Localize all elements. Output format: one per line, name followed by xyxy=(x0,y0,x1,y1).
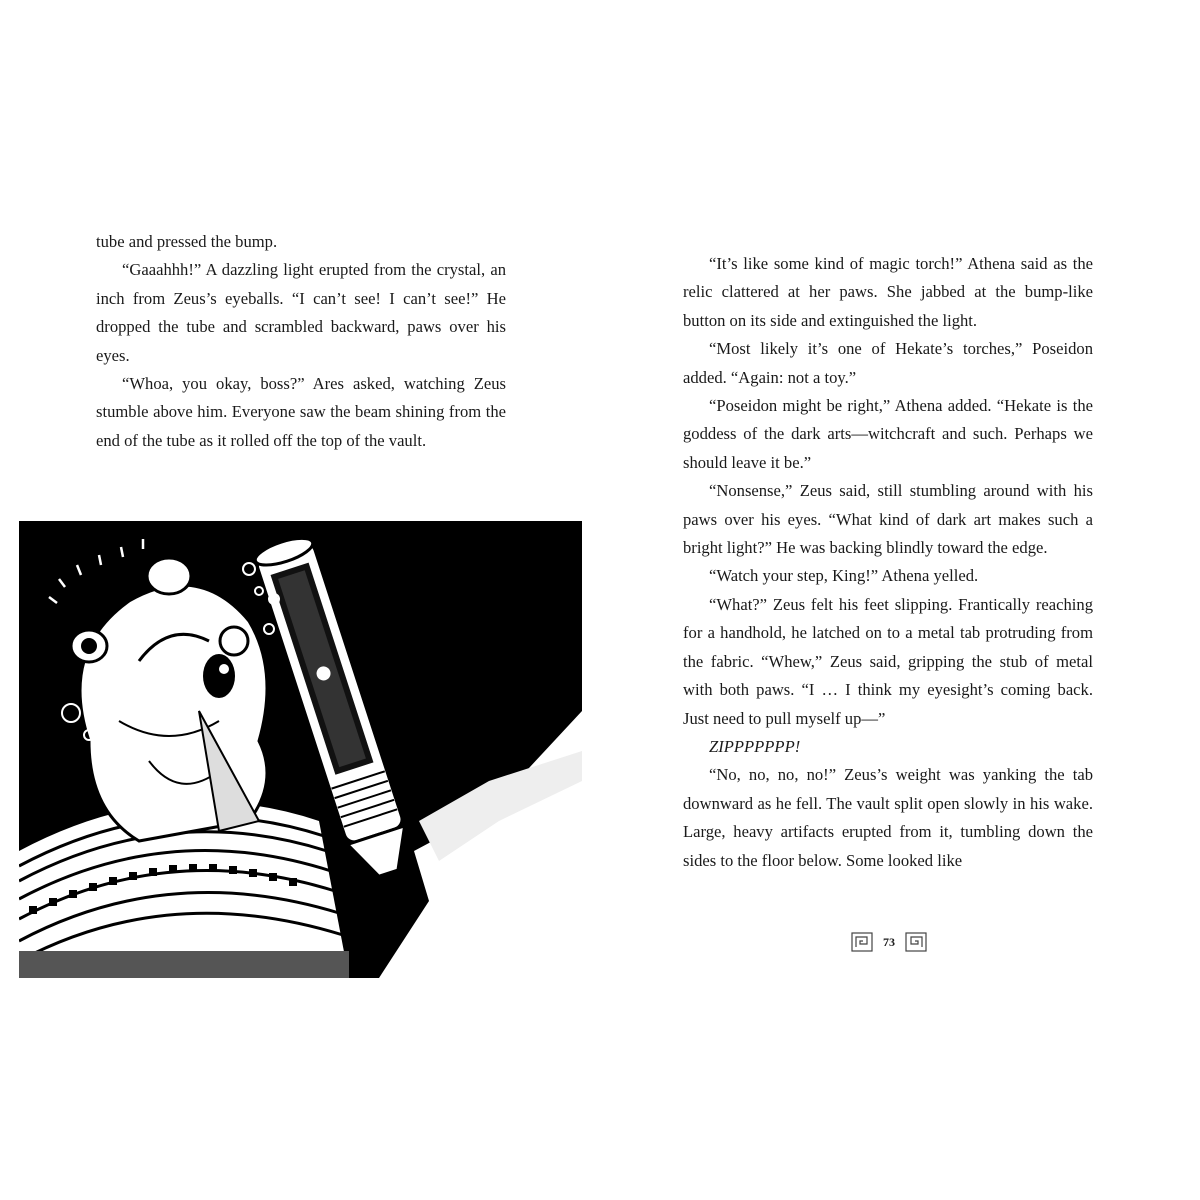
paragraph: “It’s like some kind of magic torch!” Athena said as the relic clattered at her paws. She jabbed at the bump-like button on its side and extinguished the light. xyxy=(683,254,1093,330)
illustration-zeus-hamster-torch xyxy=(19,521,582,978)
page-number: 73 xyxy=(883,934,895,949)
left-page-text xyxy=(96,228,506,455)
page-folio xyxy=(839,930,939,954)
greek-key-ornament-icon xyxy=(905,932,927,952)
paragraph: tube and pressed the bump. xyxy=(96,232,278,251)
greek-key-ornament-icon xyxy=(851,932,873,952)
paragraph: “Nonsense,” Zeus said, still stumbling around with his paws over his eyes. “What kind of dark art makes such a bright light?” He was backing blindly toward the edge. xyxy=(683,481,1093,558)
paragraph: “What?” Zeus felt his feet slipping. Frantically reaching for a handhold, he latched on to a metal tab protruding from the fabric. “Whew,” Zeus said, gripping the stub of metal with both paws. “I … I think my eyesight’s coming back. Just need to pull myself up—” xyxy=(683,594,1093,728)
sound-effect-text: ZIPPPPPPP! xyxy=(709,736,801,756)
paragraph: “Watch your step, King!” Athena yelled. xyxy=(709,566,979,586)
paragraph: “Poseidon might be right,” Athena added. “Hekate is the goddess of the dark arts—witchcraft and such. Perhaps we should leave it be.” xyxy=(683,396,1093,472)
paragraph: “Whoa, you okay, boss?” Ares asked, watching Zeus stumble above him. Everyone saw the beam shining from the end of the tube as it rolled off the top of the vault. xyxy=(96,374,506,450)
paragraph: “No, no, no, no!” Zeus’s weight was yanking the tab downward as he fell. The vault split open slowly in his wake. Large, heavy artifacts erupted from it, tumbling down the sides to the floor below. Some looked like xyxy=(683,765,1093,870)
paragraph: “Most likely it’s one of Hekate’s torches,” Poseidon added. “Again: not a toy.” xyxy=(683,339,1093,387)
right-page-text xyxy=(683,250,1093,875)
sound-effect xyxy=(683,733,1093,761)
paragraph: “Gaaahhh!” A dazzling light erupted from the crystal, an inch from Zeus’s eyeballs. “I can’t see! I can’t see!” He dropped the tube and scrambled backward, paws over his eyes. xyxy=(96,260,506,365)
